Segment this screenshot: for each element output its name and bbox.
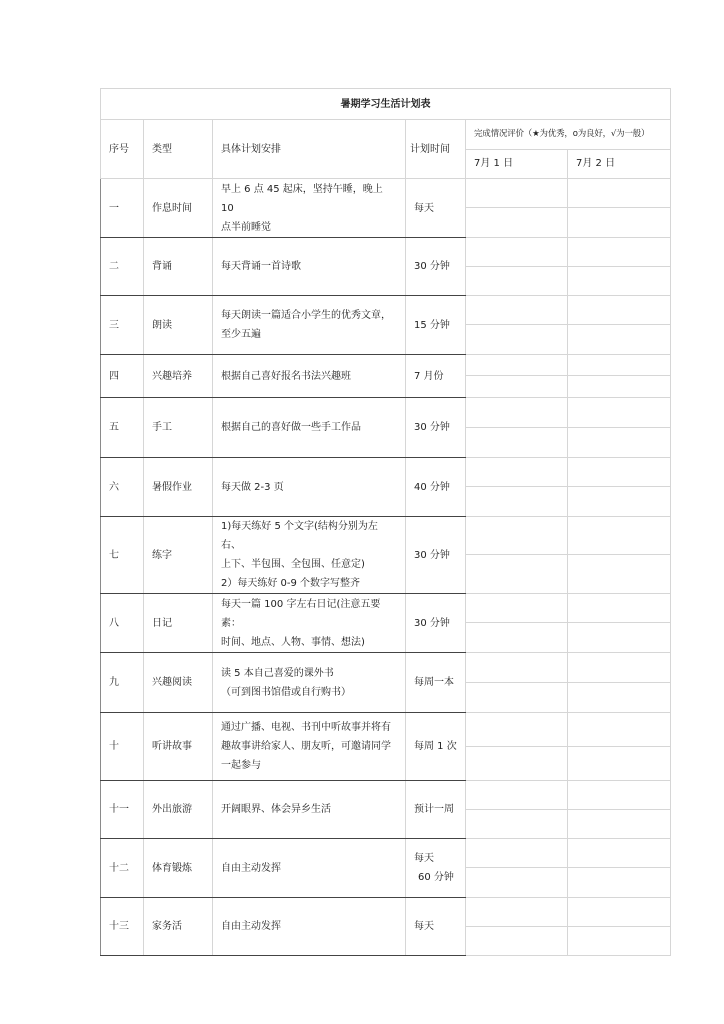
row-arrangement-line: 读 5 本自己喜爱的课外书 xyxy=(221,667,334,679)
header-row xyxy=(101,120,671,150)
evaluation-cell[interactable] xyxy=(466,355,568,376)
row-arrangement xyxy=(213,296,406,355)
row-arrangement-line: 1)每天练好 5 个文字(结构分别为左右、 xyxy=(221,521,378,551)
header-date-1: 7月 1 日 xyxy=(466,149,568,179)
row-time-line: 60 分钟 xyxy=(418,872,454,883)
table-row xyxy=(101,458,671,487)
evaluation-cell[interactable] xyxy=(466,927,568,956)
row-type: 兴趣培养 xyxy=(144,355,213,398)
row-time-line: 30 分钟 xyxy=(414,617,450,629)
evaluation-cell[interactable] xyxy=(466,868,568,898)
row-arrangement-line: 每天朗读一篇适合小学生的优秀文章， xyxy=(221,310,391,321)
row-time-line: 每天 xyxy=(414,853,434,864)
row-type: 作息时间 xyxy=(144,179,213,238)
row-arrangement xyxy=(213,458,406,517)
evaluation-cell[interactable] xyxy=(466,428,568,458)
row-arrangement-line: 开阔眼界、体会异乡生活 xyxy=(221,804,331,815)
row-time-line: 30 分钟 xyxy=(414,549,450,561)
row-arrangement xyxy=(213,594,406,653)
header-arrangement: 具体计划安排 xyxy=(213,120,406,179)
row-time xyxy=(406,458,466,517)
evaluation-cell[interactable] xyxy=(568,398,671,428)
row-time xyxy=(406,839,466,898)
evaluation-cell[interactable] xyxy=(466,810,568,839)
row-number: 九 xyxy=(101,653,144,713)
header-date-2: 7月 2 日 xyxy=(568,149,671,179)
evaluation-cell[interactable] xyxy=(466,517,568,555)
row-time xyxy=(406,517,466,594)
row-arrangement-line: 根据自己喜好报名书法兴趣班 xyxy=(221,370,351,382)
row-time xyxy=(406,238,466,296)
table-row xyxy=(101,839,671,868)
row-time xyxy=(406,179,466,238)
row-arrangement-line: 每天背诵一首诗歌 xyxy=(221,261,301,272)
evaluation-cell[interactable] xyxy=(568,376,671,398)
row-number: 七 xyxy=(101,517,144,594)
row-type: 听讲故事 xyxy=(144,713,213,781)
evaluation-cell[interactable] xyxy=(568,428,671,458)
row-time xyxy=(406,296,466,355)
evaluation-cell[interactable] xyxy=(466,898,568,927)
row-number: 十一 xyxy=(101,781,144,839)
row-time xyxy=(406,653,466,713)
evaluation-cell[interactable] xyxy=(466,296,568,325)
row-type: 家务活 xyxy=(144,898,213,956)
table-row xyxy=(101,713,671,747)
table-row xyxy=(101,517,671,555)
row-time xyxy=(406,713,466,781)
evaluation-cell[interactable] xyxy=(568,554,671,593)
table-row xyxy=(101,594,671,623)
row-arrangement-line: 时间、地点、人物、事情、想法) xyxy=(221,636,365,648)
evaluation-cell[interactable] xyxy=(568,517,671,555)
evaluation-cell[interactable] xyxy=(466,653,568,683)
table-row xyxy=(101,296,671,325)
evaluation-cell[interactable] xyxy=(466,267,568,296)
row-type: 兴趣阅读 xyxy=(144,653,213,713)
evaluation-cell[interactable] xyxy=(568,623,671,653)
row-arrangement-line: 通过广播、电视、书刊中听故事并将有 xyxy=(221,722,391,733)
evaluation-cell[interactable] xyxy=(466,179,568,208)
header-evaluation: 完成情况评价（★为优秀，o为良好，√为一般） xyxy=(466,120,671,150)
evaluation-cell[interactable] xyxy=(568,747,671,781)
row-arrangement-line: 每天一篇 100 字左右日记(注意五要素： xyxy=(221,598,381,629)
row-time-line: 15 分钟 xyxy=(414,319,450,331)
evaluation-cell[interactable] xyxy=(466,554,568,593)
header-time: 计划时间 xyxy=(406,120,466,179)
evaluation-cell[interactable] xyxy=(466,747,568,781)
row-arrangement-line: 自由主动发挥 xyxy=(221,921,281,932)
row-time-line: 7 月份 xyxy=(414,370,444,382)
row-arrangement xyxy=(213,517,406,594)
evaluation-cell[interactable] xyxy=(568,683,671,713)
summer-plan-table xyxy=(100,88,671,956)
row-time-line: 每周一本 xyxy=(414,677,454,688)
row-arrangement-line: 一起参与 xyxy=(221,760,261,771)
evaluation-cell[interactable] xyxy=(568,355,671,376)
evaluation-cell[interactable] xyxy=(568,296,671,325)
row-arrangement xyxy=(213,238,406,296)
evaluation-cell[interactable] xyxy=(466,398,568,428)
evaluation-cell[interactable] xyxy=(568,179,671,208)
row-type: 外出旅游 xyxy=(144,781,213,839)
row-number: 五 xyxy=(101,398,144,458)
row-time-line: 40 分钟 xyxy=(414,481,450,493)
table-row xyxy=(101,238,671,267)
row-number: 十三 xyxy=(101,898,144,956)
row-arrangement-line: 2）每天练好 0-9 个数字写整齐 xyxy=(221,578,361,589)
row-number: 八 xyxy=(101,594,144,653)
row-type: 手工 xyxy=(144,398,213,458)
table-row xyxy=(101,781,671,810)
row-arrangement-line: 自由主动发挥 xyxy=(221,862,281,874)
evaluation-cell[interactable] xyxy=(568,839,671,868)
row-type: 练字 xyxy=(144,517,213,594)
evaluation-cell[interactable] xyxy=(568,208,671,238)
evaluation-cell[interactable] xyxy=(568,238,671,267)
row-arrangement xyxy=(213,898,406,956)
row-number: 十 xyxy=(101,713,144,781)
row-arrangement xyxy=(213,781,406,839)
table-row xyxy=(101,398,671,428)
evaluation-cell[interactable] xyxy=(568,868,671,898)
row-arrangement xyxy=(213,653,406,713)
table-row xyxy=(101,179,671,208)
row-arrangement xyxy=(213,713,406,781)
row-time xyxy=(406,355,466,398)
row-time-line: 每天 xyxy=(414,202,434,214)
row-arrangement-line: 根据自己的喜好做一些手工作品 xyxy=(221,422,361,433)
evaluation-cell[interactable] xyxy=(568,927,671,956)
row-arrangement xyxy=(213,398,406,458)
evaluation-cell[interactable] xyxy=(466,683,568,713)
row-time-line: 30 分钟 xyxy=(414,261,450,272)
row-time-line: 预计一周 xyxy=(414,804,454,815)
row-time xyxy=(406,898,466,956)
table-title-row xyxy=(101,89,671,120)
evaluation-cell[interactable] xyxy=(568,781,671,810)
row-number: 三 xyxy=(101,296,144,355)
row-arrangement-line: 上下、半包围、全包围、任意定) xyxy=(221,559,365,570)
table-title: 暑期学习生活计划表 xyxy=(101,89,671,120)
evaluation-cell[interactable] xyxy=(466,325,568,355)
row-arrangement-line: 至少五遍 xyxy=(221,329,261,340)
evaluation-cell[interactable] xyxy=(568,458,671,487)
row-arrangement xyxy=(213,355,406,398)
row-arrangement xyxy=(213,839,406,898)
row-time xyxy=(406,594,466,653)
evaluation-cell[interactable] xyxy=(568,810,671,839)
evaluation-cell[interactable] xyxy=(466,458,568,487)
evaluation-cell[interactable] xyxy=(466,594,568,623)
table-row xyxy=(101,355,671,376)
table-row xyxy=(101,898,671,927)
evaluation-cell[interactable] xyxy=(466,487,568,517)
row-time-line: 每天 xyxy=(414,921,434,932)
evaluation-cell[interactable] xyxy=(466,781,568,810)
row-time xyxy=(406,781,466,839)
header-type: 类型 xyxy=(144,120,213,179)
evaluation-cell[interactable] xyxy=(466,623,568,653)
row-arrangement xyxy=(213,179,406,238)
evaluation-cell[interactable] xyxy=(568,594,671,623)
evaluation-cell[interactable] xyxy=(568,325,671,355)
row-arrangement-line: 趣故事讲给家人、朋友听，可邀请同学 xyxy=(221,741,391,752)
row-time-line: 30 分钟 xyxy=(414,422,450,433)
row-type: 暑假作业 xyxy=(144,458,213,517)
row-arrangement-line: （可到图书馆借或自行购书） xyxy=(221,686,351,698)
row-type: 背诵 xyxy=(144,238,213,296)
row-number: 十二 xyxy=(101,839,144,898)
evaluation-cell[interactable] xyxy=(568,487,671,517)
row-arrangement-line: 早上 6 点 45 起床，坚持午睡，晚上 10 xyxy=(221,183,383,214)
table-row xyxy=(101,653,671,683)
evaluation-cell[interactable] xyxy=(568,713,671,747)
row-arrangement-line: 点半前睡觉 xyxy=(221,221,271,233)
row-time xyxy=(406,398,466,458)
evaluation-cell[interactable] xyxy=(466,208,568,238)
evaluation-cell[interactable] xyxy=(568,653,671,683)
evaluation-cell[interactable] xyxy=(568,267,671,296)
evaluation-cell[interactable] xyxy=(466,713,568,747)
evaluation-cell[interactable] xyxy=(466,839,568,868)
evaluation-cell[interactable] xyxy=(466,376,568,398)
row-time-line: 每周 1 次 xyxy=(414,741,457,752)
row-number: 四 xyxy=(101,355,144,398)
evaluation-cell[interactable] xyxy=(466,238,568,267)
row-number: 二 xyxy=(101,238,144,296)
row-number: 六 xyxy=(101,458,144,517)
row-type: 日记 xyxy=(144,594,213,653)
row-arrangement-line: 每天做 2-3 页 xyxy=(221,481,284,493)
row-number: 一 xyxy=(101,179,144,238)
evaluation-cell[interactable] xyxy=(568,898,671,927)
row-type: 体育锻炼 xyxy=(144,839,213,898)
row-type: 朗读 xyxy=(144,296,213,355)
header-num: 序号 xyxy=(101,120,144,179)
